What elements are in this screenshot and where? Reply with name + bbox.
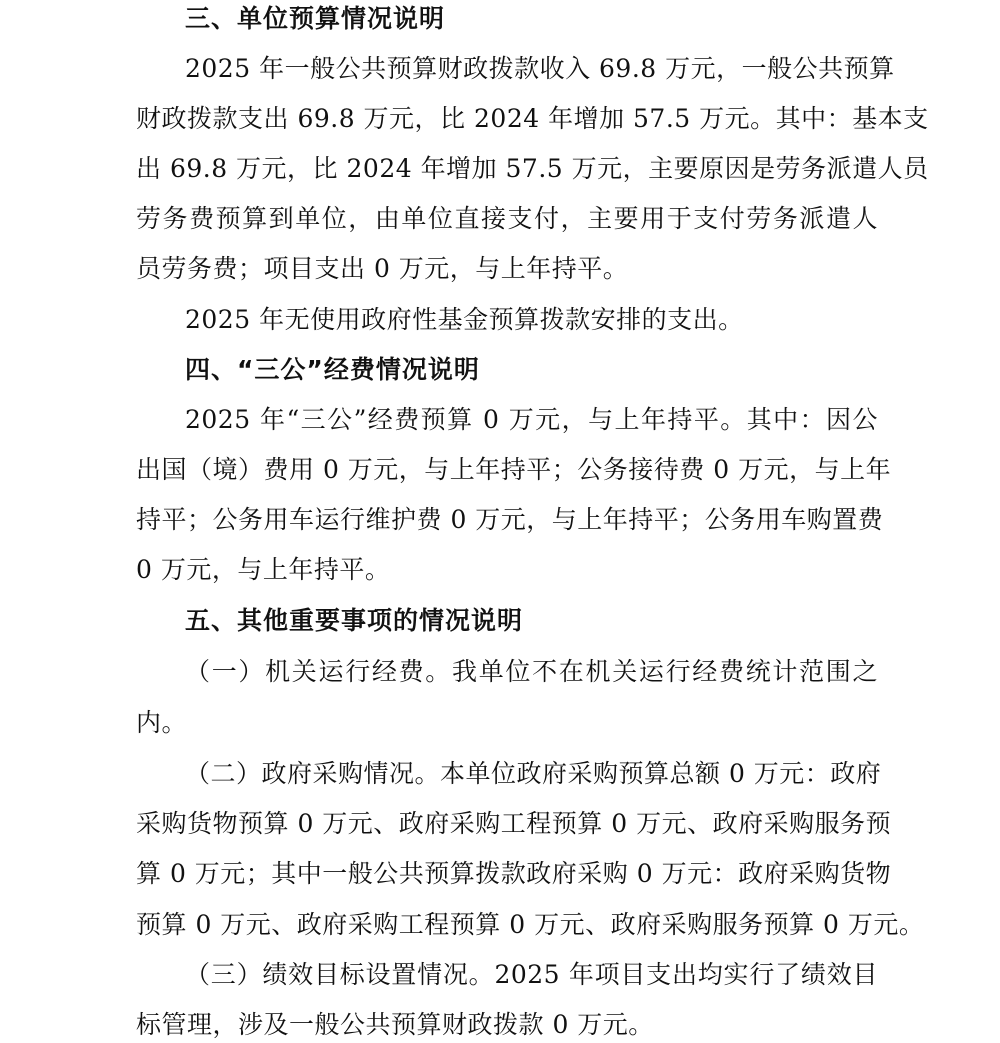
paragraph-line: 员劳务费；项目支出 0 万元，与上年持平。 xyxy=(136,254,629,283)
paragraph-line: 持平；公务用车运行维护费 0 万元，与上年持平；公务用车购置费 xyxy=(136,505,884,534)
paragraph-line: 预算 0 万元、政府采购工程预算 0 万元、政府采购服务预算 0 万元。 xyxy=(136,910,925,939)
section-heading-three-public: 四、“三公”经费情况说明 xyxy=(185,355,480,384)
paragraph-line: 2025 年“三公”经费预算 0 万元，与上年持平。其中：因公 xyxy=(185,405,878,434)
paragraph-line: 2025 年一般公共预算财政拨款收入 69.8 万元，一般公共预算 xyxy=(185,54,895,83)
paragraph-line: 内。 xyxy=(136,708,188,737)
paragraph-line: 标管理，涉及一般公共预算财政拨款 0 万元。 xyxy=(136,1010,654,1039)
paragraph-line: （三）绩效目标设置情况。2025 年项目支出均实行了绩效目 xyxy=(185,960,878,989)
section-heading-budget: 三、单位预算情况说明 xyxy=(185,4,446,33)
paragraph-line: （一）机关运行经费。我单位不在机关运行经费统计范围之 xyxy=(185,657,878,686)
paragraph-line: （二）政府采购情况。本单位政府采购预算总额 0 万元：政府 xyxy=(185,759,882,788)
section-heading-other-matters: 五、其他重要事项的情况说明 xyxy=(185,606,524,635)
paragraph-line: 2025 年无使用政府性基金预算拨款安排的支出。 xyxy=(185,305,744,334)
paragraph-line: 出 69.8 万元，比 2024 年增加 57.5 万元，主要原因是劳务派遣人员 xyxy=(136,154,929,183)
paragraph-line: 0 万元，与上年持平。 xyxy=(136,555,391,584)
paragraph-line: 出国（境）费用 0 万元，与上年持平；公务接待费 0 万元，与上年 xyxy=(136,455,892,484)
paragraph-line: 财政拨款支出 69.8 万元，比 2024 年增加 57.5 万元。其中：基本支 xyxy=(136,104,929,133)
paragraph-line: 算 0 万元；其中一般公共预算拨款政府采购 0 万元：政府采购货物 xyxy=(136,859,892,888)
paragraph-line: 劳务费预算到单位，由单位直接支付，主要用于支付劳务派遣人 xyxy=(136,204,878,233)
paragraph-line: 采购货物预算 0 万元、政府采购工程预算 0 万元、政府采购服务预 xyxy=(136,809,892,838)
